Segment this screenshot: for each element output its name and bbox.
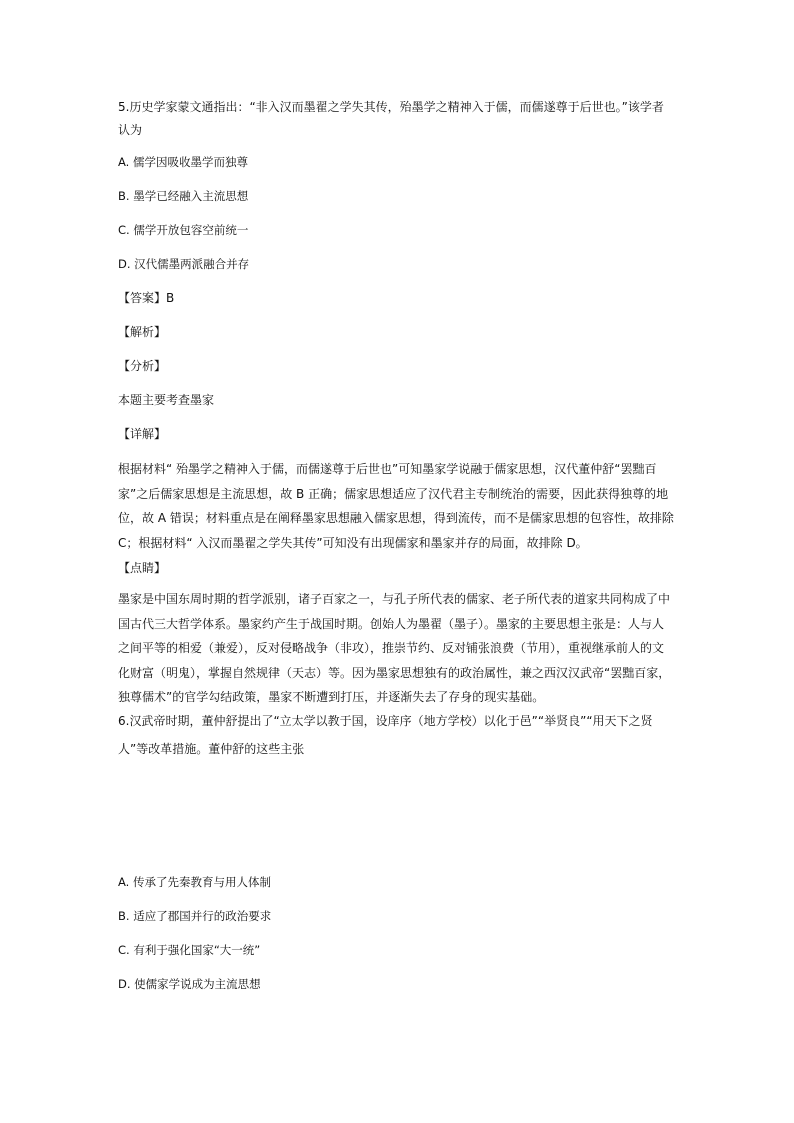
question-5-option-c: C. 儒学开放包容空前统一	[118, 223, 249, 237]
question-5-stem: 5.历史学家蒙文通指出：“非入汉而墨翟之学失其传，殆墨学之精神入于儒，而儒遂尊于后世也。”该学者认为	[118, 100, 664, 137]
fenxi-text: 本题主要考查墨家	[118, 393, 215, 407]
dianjing-heading: 【点睛】	[118, 561, 167, 575]
analysis-heading: 【解析】	[118, 325, 167, 339]
question-5-option-a: A. 儒学因吸收墨学而独尊	[118, 155, 248, 169]
answer-label: 【答案】B	[118, 291, 175, 305]
question-6-option-a: A. 传承了先秦教育与用人体制	[118, 875, 271, 889]
xiangjie-text: 根据材料“ 殆墨学之精神入于儒，而儒遂尊于后世也”可知墨家学说融于儒家思想，汉代董仲舒“罢黜百家”之后儒家思想是主流思想，故 B 正确；儒家思想适应了汉代君主专制统治的需要，因此获得独尊的地位，故 A 错误；材料重点是在阐释墨家思想融入儒家思想，得到流传，而不是儒家思想的包容性，故排除 C；根据材料“ 入汉而墨翟之学失其传”可知没有出现儒家和墨家并存的局面，故排除 D。	[118, 462, 674, 550]
question-6-option-d: D. 使儒家学说成为主流思想	[118, 977, 261, 991]
question-6-stem: 6.汉武帝时期，董仲舒提出了“立太学以教于国，设庠序（地方学校）以化于邑”“举贤良”“用天下之贤人”等改革措施。董仲舒的这些主张	[118, 714, 653, 756]
question-6-option-c: C. 有利于强化国家“大一统”	[118, 943, 261, 957]
question-5-option-d: D. 汉代儒墨两派融合并存	[118, 257, 250, 271]
dianjing-text: 墨家是中国东周时期的哲学派别，诸子百家之一，与孔子所代表的儒家、老子所代表的道家共同构成了中国古代三大哲学体系。墨家约产生于战国时期。创始人为墨翟（墨子）。墨家的主要思想主张是：人与人之间平等的相爱（兼爱），反对侵略战争（非攻），推崇节约、反对铺张浪费（节用），重视继承前人的文化财富（明鬼），掌握自然规律（天志）等。因为墨家思想独有的政治属性，兼之西汉汉武帝“罢黜百家，独尊儒术”的官学勾结政策，墨家不断遭到打压，并逐渐失去了存身的现实基础。	[118, 592, 671, 704]
question-5-option-b: B. 墨学已经融入主流思想	[118, 189, 249, 203]
xiangjie-heading: 【详解】	[118, 427, 167, 441]
fenxi-heading: 【分析】	[118, 359, 167, 373]
question-6-option-b: B. 适应了郡国并行的政治要求	[118, 909, 272, 923]
